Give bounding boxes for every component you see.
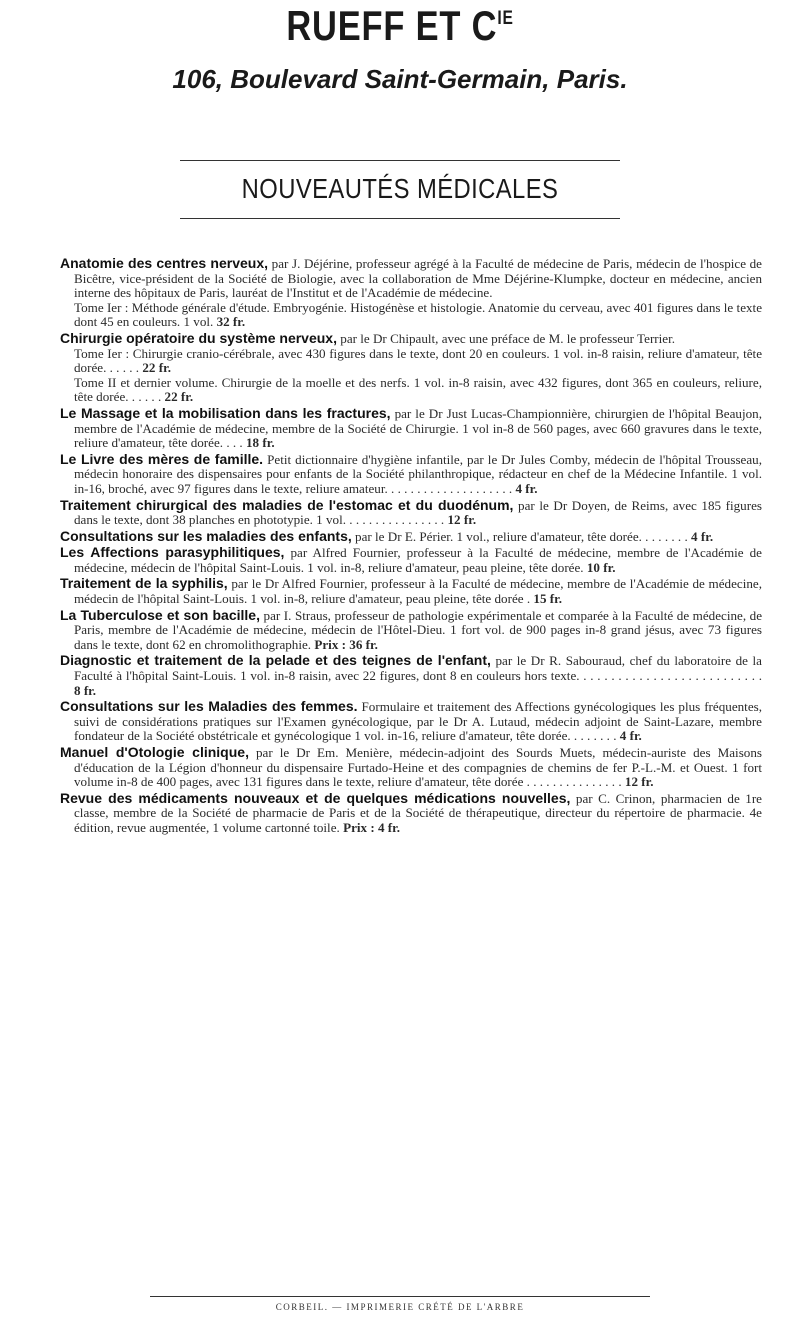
book-list [60,256,762,837]
volume-text: Tome Ier : Méthode générale d'étude. Embryogénie. Histogénèse et histologie. Anatomie du cerveau, avec 401 figures dans le texte dont 45 en couleurs. 1 vol. [74,299,762,330]
book-price: 15 fr. [533,591,563,607]
section-heading: NOUVEAUTÉS MÉDICALES [241,173,559,204]
book-price: 32 fr. [216,314,246,330]
footer-rule [150,1296,650,1297]
book-price: 18 fr. [245,435,275,451]
book-description: par le Dr Doyen, de Reims, avec 185 figures dans le texte, dont 38 planches en phototypie. 1 vol. . . . . . . . . . . . . . . . [74,497,762,528]
book-title: Le Livre des mères de famille. [60,450,264,467]
book-title: Manuel d'Otologie clinique, [60,744,249,760]
book-title: Traitement de la syphilis, [60,575,228,592]
book-title: Traitement chirurgical des maladies de l'estomac et du duodénum, [60,496,514,513]
book-entry [60,699,762,744]
book-title: Anatomie des centres nerveux, [60,255,269,271]
book-description: Formulaire et traitement des Affections gynécologiques les plus fréquentes, suivi de considérations pratiques sur l'Examen gynécologique, par le Dr A. Lutaud, médecin adjoint de Saint-Lazare, membre fondateur de la Société obstétricale et gynécologique 1 vol. in-16, reliure d'amateur, tête dorée. . . . . . . . [74,699,762,744]
book-price: 4 fr. [515,480,538,496]
book-description: par le Dr Em. Menière, médecin-adjoint des Sourds Muets, médecin-auriste des Maisons d'éducation de la Légion d'honneur du dispensaire Furtado-Heine et des compagnies de chemins de fer P.-L.-M. et Ouest. 1 fort volume in-8 de 400 pages, avec 131 figures dans le texte, reliure d'amateur, tête dorée . . . . . . . . . . . . . . . [74,745,762,790]
book-entry [60,256,762,330]
book-entry [60,608,762,653]
book-price: 4 fr. [619,728,642,744]
book-entry [60,406,762,451]
book-price: 12 fr. [624,774,654,790]
book-price: Prix : 4 fr. [343,819,401,835]
book-title: Consultations sur les maladies des enfants, [60,527,352,544]
volume-text: Tome II et dernier volume. Chirurgie de la moelle et des nerfs. 1 vol. in-8 raisin, avec 432 figures, dont 365 en couleurs, reliure, tête dorée. . . . . . [74,374,762,405]
book-entry [60,791,762,836]
book-volume-detail [60,347,762,376]
book-price: 4 fr. [691,528,714,544]
book-entry [60,576,762,606]
book-price: 8 fr. [74,682,97,698]
book-title: Revue des médicaments nouveaux et de quelques médications nouvelles, [60,789,571,806]
heading-rule-bottom [180,218,620,219]
printer-imprint: CORBEIL. — IMPRIMERIE CRÉTÉ DE L'ARBRE [275,1302,525,1312]
book-description: par le Dr Alfred Fournier, professeur à la Faculté de médecine, membre de l'Académie de médecine, médecin de l'hôpital Saint-Louis. 1 vol. in-8, reliure d'amateur, peau pleine, tête dorée . [74,576,762,607]
book-title: Chirurgie opératoire du système nerveux, [60,329,337,346]
book-price: 22 fr. [142,360,171,376]
book-volume-detail [60,301,762,330]
heading-rule-top [180,160,620,161]
publisher-address: 106, Boulevard Saint-Germain, Paris. [172,64,628,94]
book-description: par le Dr Just Lucas-Championnière, chirurgien de l'hôpital Beaujon, membre de l'Académie de médecine, membre de la Société de Chirurgie. 1 vol in-8 de 560 pages, avec 660 gravures dans le texte, reliure d'amateur, tête dorée. . . . [74,405,762,451]
book-title: Consultations sur les Maladies des femmes. [60,698,358,715]
book-price: 10 fr. [586,559,616,575]
book-title: Diagnostic et traitement de la pelade et des teignes de l'enfant, [60,652,491,669]
book-price: 12 fr. [447,512,477,528]
book-entry [60,545,762,575]
book-volume-detail [60,376,762,405]
book-entry [60,745,762,790]
book-title: Les Affections parasyphilitiques, [60,544,285,561]
volume-text: Tome Ier : Chirurgie cranio-cérébrale, avec 430 figures dans le texte, dont 20 en couleurs. 1 vol. in-8 raisin, reliure d'amateur, tête dorée. . . . . . [74,345,762,376]
book-entry [60,331,762,405]
book-entry [60,653,762,698]
book-description: par J. Déjérine, professeur agrégé à la Faculté de médecine de Paris, médecin de l'hospice de Bicêtre, vice-président de la Société de Biologie, avec la collaboration de Mme Déjérine-Klumpke, docteur en médecine, ancien interne des hôpitaux de Paris, lauréat de l'Institut et de l'Académie de médecine. [74,256,762,301]
book-description: par Alfred Fournier, professeur à la Faculté de médecine, membre de l'Académie de médecine, médecin de l'hôpital Saint-Louis. 1 vol. in-8, reliure d'amateur, peau pleine, tête dorée. [74,545,762,575]
book-entry [60,452,762,497]
book-description: par le Dr Chipault, avec une préface de M. le professeur Terrier. [340,330,676,346]
book-description: Petit dictionnaire d'hygiène infantile, par le Dr Jules Comby, médecin de l'hôpital Trousseau, médecin honoraire des dispensaires pour enfants de la Société philanthropique, rédacteur en chef de la Médecine Infantile. 1 vol. in-16, broché, avec 97 figures dans le texte, reliure amateur. . . . . . . . . . . . . . . . . . . . [74,451,762,496]
book-description: par le Dr E. Périer. 1 vol., reliure d'amateur, tête dorée. . . . . . . . [355,528,688,544]
book-entry [60,498,762,528]
book-description: par le Dr R. Sabouraud, chef du laboratoire de la Faculté à l'hôpital Saint-Louis. 1 vol. in-8 raisin, avec 22 figures, dont 8 en couleurs hors texte. . . . . . . . . . . . . . . . . . . . . . . . . . . [74,653,762,684]
book-title: La Tuberculose et son bacille, [60,606,260,623]
book-price: Prix : 36 fr. [314,636,378,652]
book-title: Le Massage et la mobilisation dans les fractures, [60,404,391,421]
book-entry [60,529,762,545]
book-description: par C. Crinon, pharmacien de 1re classe, membre de la Société de pharmacie de Paris et de la Société de thérapeutique, directeur du répertoire de pharmacie. 4e édition, revue augmentée, 1 volume cartonné toile. [74,790,762,835]
publisher-name: RUEFF ET $C^{IE}$ [286,2,514,49]
book-price: 22 fr. [164,389,194,405]
book-description: par I. Straus, professeur de pathologie expérimentale et comparée à la Faculté de médecine, de Paris, membre de l'Académie de médecine, médecin de l'Hôtel-Dieu. 1 fort vol. de 900 pages in-8 grand jésus, avec 73 figures dans le texte, dont 62 en chromolithographie. [74,607,763,652]
